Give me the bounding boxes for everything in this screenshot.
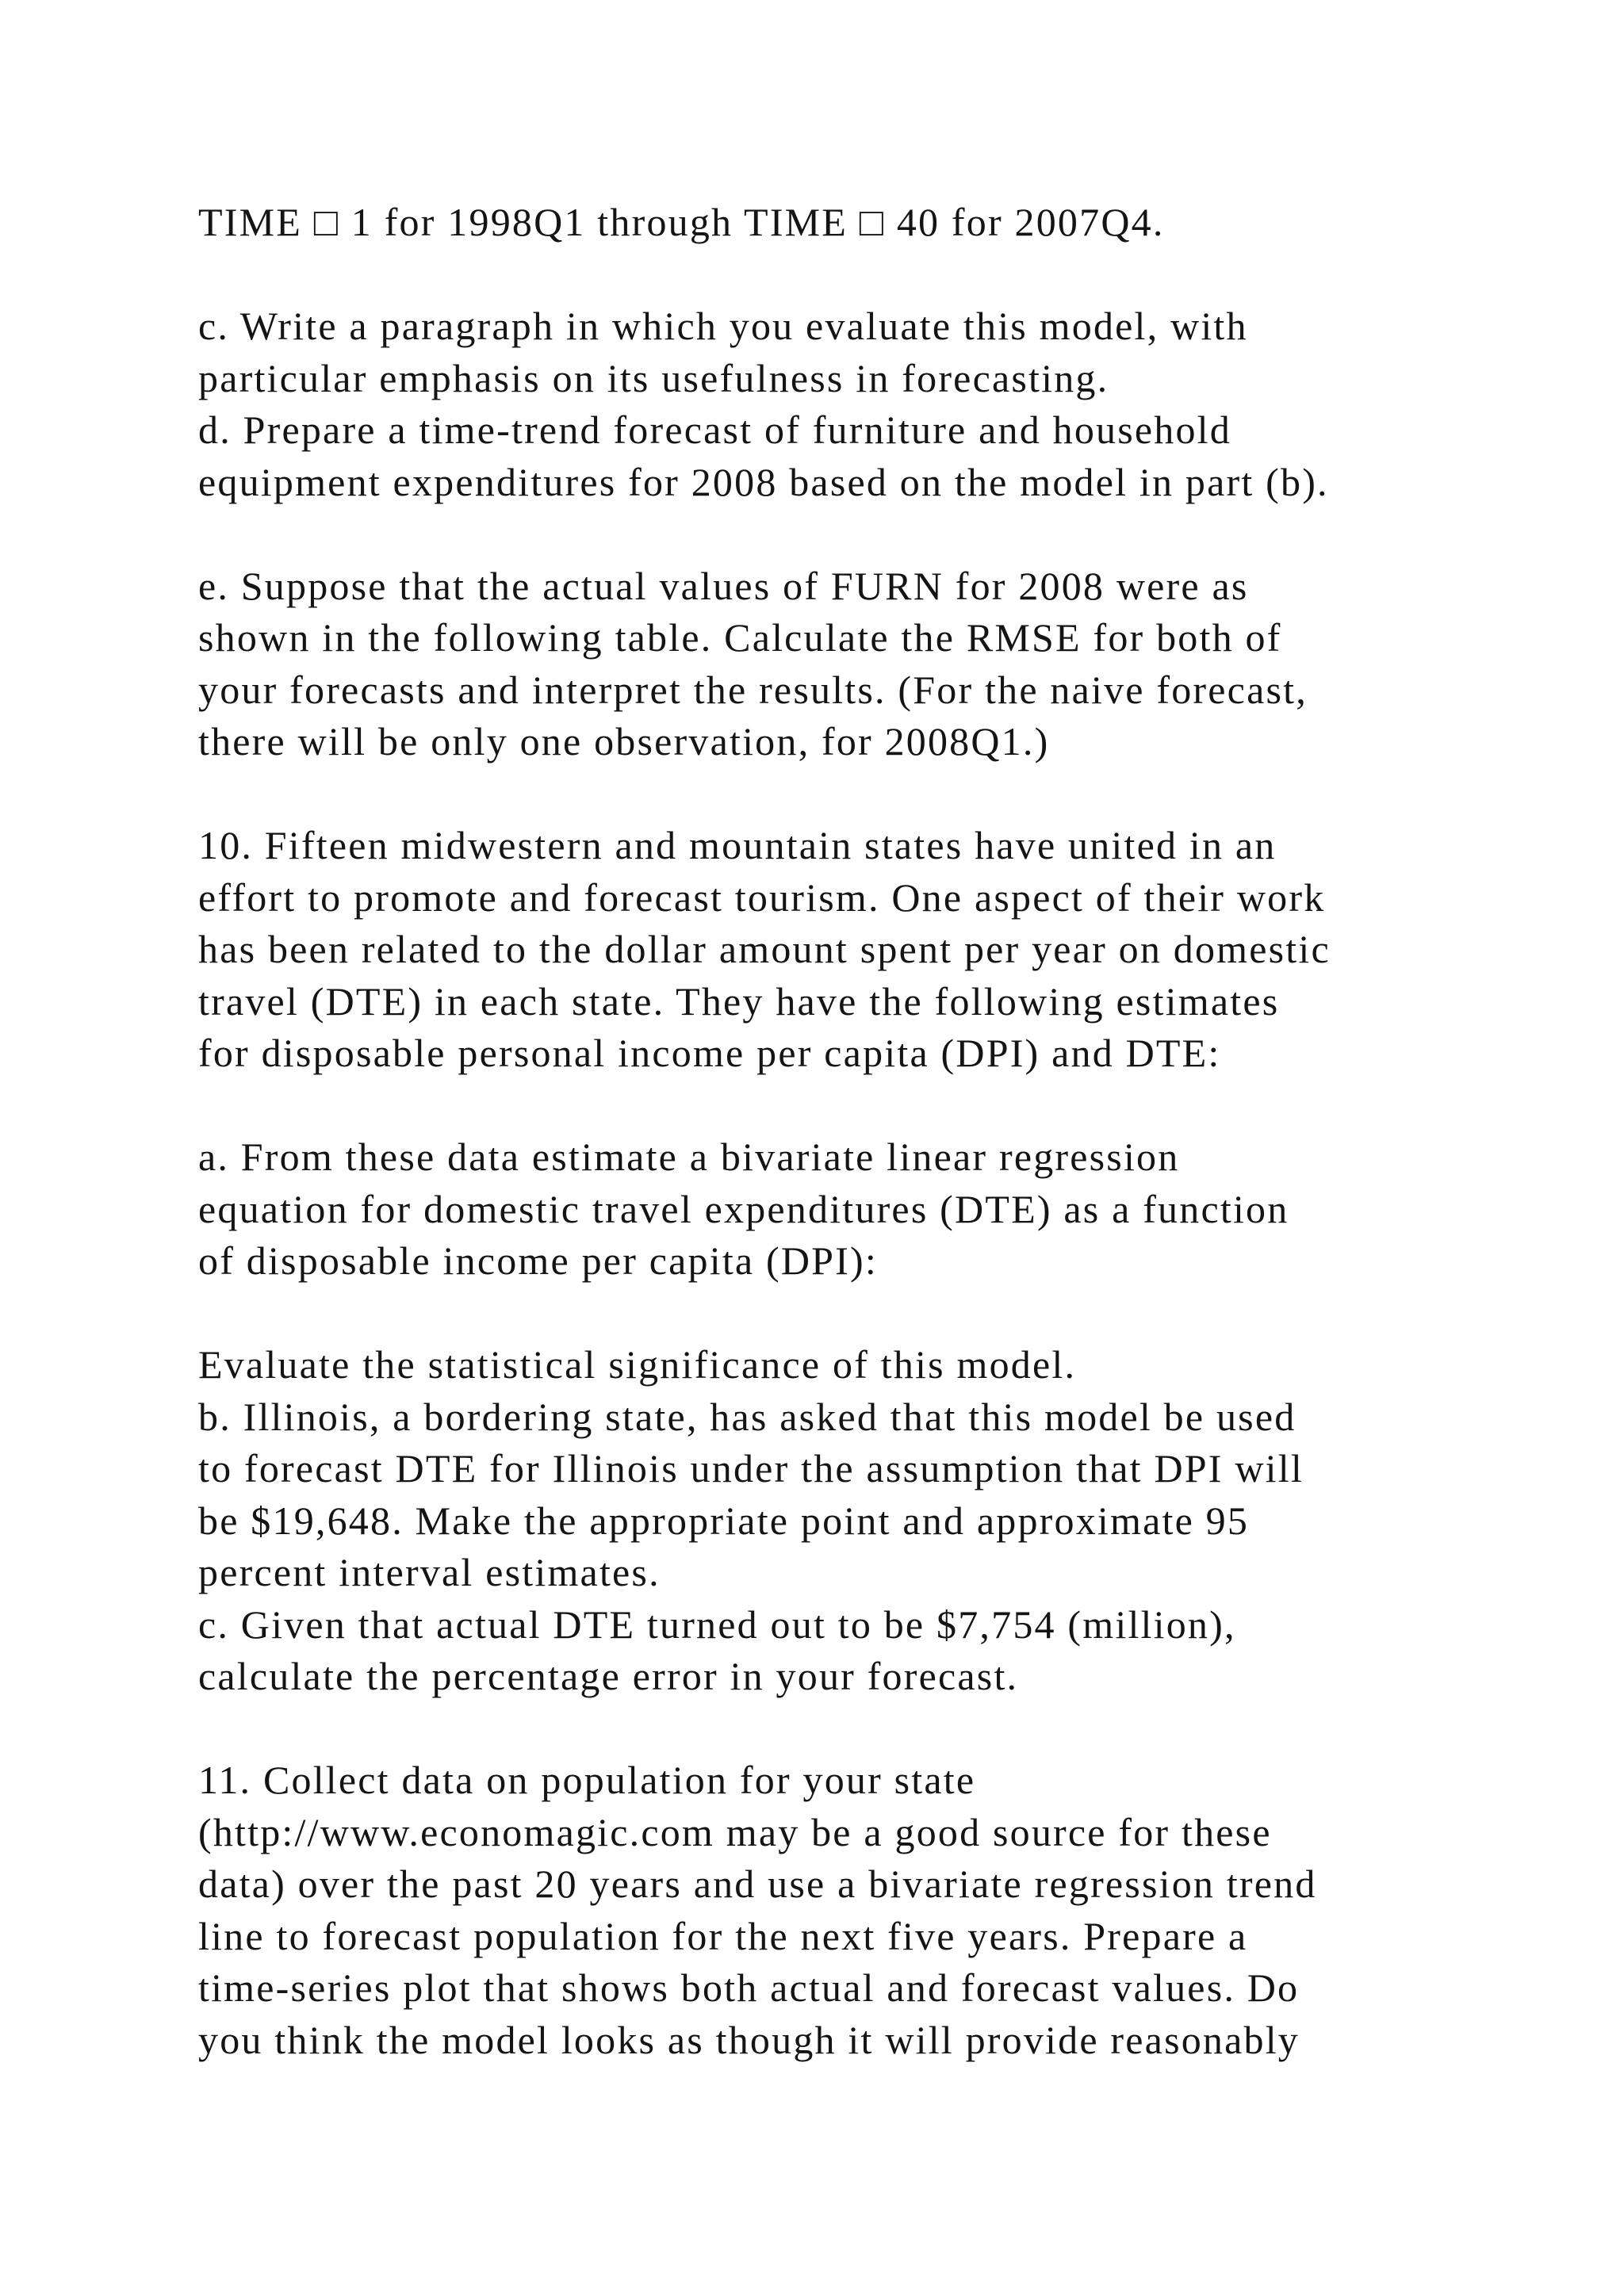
text-line: travel (DTE) in each state. They have the following estimates bbox=[198, 978, 1280, 1024]
text-line: TIME □ 1 for 1998Q1 through TIME □ 40 for 2007Q4. bbox=[198, 200, 1165, 244]
paragraph-gap bbox=[198, 768, 1546, 821]
text-line: equipment expenditures for 2008 based on the model in part (b). bbox=[198, 459, 1329, 504]
text-line: 10. Fifteen midwestern and mountain states have united in an bbox=[198, 823, 1277, 867]
paragraph-gap bbox=[198, 249, 1546, 301]
text-line: equation for domestic travel expenditures (DTE) as a function bbox=[198, 1186, 1289, 1231]
text-line: there will be only one observation, for 2008Q1.) bbox=[198, 719, 1050, 763]
document-text bbox=[198, 197, 1546, 2066]
text-line: for disposable personal income per capita (DPI) and DTE: bbox=[198, 1031, 1221, 1075]
text-line: c. Write a paragraph in which you evaluate this model, with bbox=[198, 304, 1248, 348]
text-line: a. From these data estimate a bivariate linear regression bbox=[198, 1135, 1180, 1179]
text-line: shown in the following table. Calculate the RMSE for both of bbox=[198, 615, 1282, 660]
text-line: d. Prepare a time-trend forecast of furniture and household bbox=[198, 408, 1231, 452]
paragraph-gap bbox=[198, 1703, 1546, 1755]
paragraph-gap bbox=[198, 1288, 1546, 1340]
text-line: e. Suppose that the actual values of FURN for 2008 were as bbox=[198, 563, 1249, 608]
text-line: b. Illinois, a bordering state, has asked that this model be used bbox=[198, 1394, 1297, 1439]
text-line: calculate the percentage error in your forecast. bbox=[198, 1654, 1019, 1698]
text-line: your forecasts and interpret the results. (For the naive forecast, bbox=[198, 667, 1308, 712]
text-line: 11. Collect data on population for your state bbox=[198, 1758, 976, 1802]
text-line: c. Given that actual DTE turned out to be $7,754 (million), bbox=[198, 1601, 1236, 1647]
text-line: particular emphasis on its usefulness in forecasting. bbox=[198, 355, 1109, 400]
text-line: to forecast DTE for Illinois under the assumption that DPI will bbox=[198, 1446, 1304, 1490]
text-line: data) over the past 20 years and use a bivariate regression trend bbox=[198, 1862, 1317, 1906]
paragraph-gap bbox=[198, 1080, 1546, 1132]
text-line: time-series plot that shows both actual and forecast values. Do bbox=[198, 1965, 1300, 2010]
text-line: of disposable income per capita (DPI): bbox=[198, 1238, 878, 1283]
paragraph-gap bbox=[198, 508, 1546, 561]
text-line: percent interval estimates. bbox=[198, 1550, 661, 1594]
text-line: Evaluate the statistical significance of this model. bbox=[198, 1342, 1077, 1387]
text-line: has been related to the dollar amount spent per year on domestic bbox=[198, 927, 1331, 971]
text-line: be $19,648. Make the appropriate point and approximate 95 bbox=[198, 1498, 1250, 1543]
text-line: line to forecast population for the next five years. Prepare a bbox=[198, 1913, 1248, 1958]
text-line: effort to promote and forecast tourism. One aspect of their work bbox=[198, 874, 1326, 920]
text-line: (http://www.economagic.com may be a good source for these bbox=[198, 1809, 1272, 1854]
text-line: you think the model looks as though it will provide reasonably bbox=[198, 2017, 1300, 2062]
